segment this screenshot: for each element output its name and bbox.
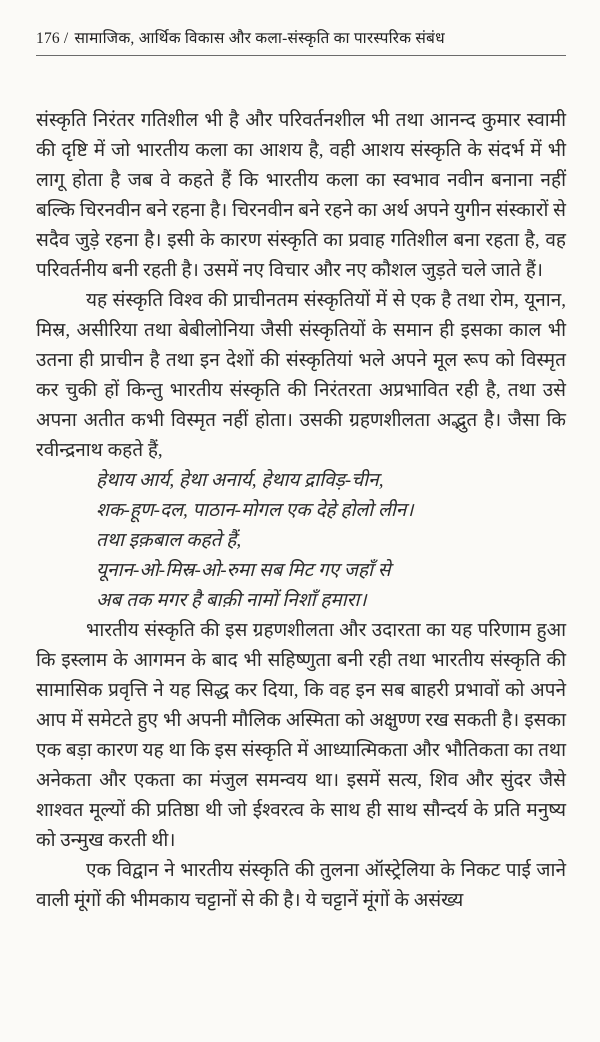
verse-line: हेथाय आर्य, हेथा अनार्य, हेथाय द्राविड़-चीन, (96, 470, 384, 491)
verse-line: शक-हूण-दल, पाठान-मोगल एक देहे होलो लीन। (96, 500, 414, 521)
paragraph: एक विद्वान ने भारतीय संस्कृति की तुलना ऑस्ट्रेलिया के निकट पाई जाने वाली मूंगों की भीमकाय चट्टानों से की है। ये चट्टानें मूंगों के असंख्य (36, 860, 566, 911)
paragraph: यह संस्कृति विश्व की प्राचीनतम संस्कृतियों में से एक है तथा रोम, यूनान, मिस्र, असीरिया तथा बेबीलोनिया जैसी संस्कृतियों के समान ही इसका काल भी उतना ही प्राचीन है तथा इन देशों की संस्कृतियां भले अपने मूल रूप को विस्मृत कर चुकी हों किन्तु भारतीय संस्कृति की निरंतरता अप्रभावित रही है, तथा उसे अपना अतीत कभी विस्मृत नहीं होता। उसकी ग्रहणशीलता अद्भुत है। जैसा कि रवीन्द्रनाथ कहते हैं, (36, 290, 566, 461)
page-body (36, 106, 566, 916)
verse-line: अब तक मगर है बाक़ी नामों निशाँ हमारा। (96, 590, 367, 611)
verse-line: यूनान-ओ-मिस्र-ओ-रुमा सब मिट गए जहाँ से (96, 560, 391, 581)
page-header (36, 26, 566, 56)
paragraph: संस्कृति निरंतर गतिशील भी है और परिवर्तनशील भी तथा आनन्द कुमार स्वामी की दृष्टि में जो भारतीय कला का आशय है, वही आशय संस्कृति के संदर्भ में भी लागू होता है जब वे कहते हैं कि भारतीय कला का स्वभाव नवीन बनाना नहीं बल्कि चिरनवीन बने रहना है। चिरनवीन बने रहने का अर्थ अपने युगीन संस्कारों से सदैव जुड़े रहना है। इसी के कारण संस्कृति का प्रवाह गतिशील बना रहता है, वह परिवर्तनीय बनी रहती है। उसमें नए विचार और नए कौशल जुड़ते चले जाते हैं। (36, 110, 566, 281)
page-number: 176 / (36, 30, 69, 47)
running-header-title: सामाजिक, आर्थिक विकास और कला-संस्कृति का पारस्परिक संबंध (74, 30, 445, 47)
verse-block (96, 466, 566, 616)
verse-line: तथा इक़बाल कहते हैं, (96, 530, 242, 551)
paragraph: भारतीय संस्कृति की इस ग्रहणशीलता और उदारता का यह परिणाम हुआ कि इस्लाम के आगमन के बाद भी सहिष्णुता बनी रही तथा भारतीय संस्कृति की सामासिक प्रवृत्ति ने यह सिद्ध कर दिया, कि वह इन सब बाहरी प्रभावों को अपने आप में समेटते हुए भी अपनी मौलिक अस्मिता को अक्षुण्ण रख सकती है। इसका एक बड़ा कारण यह था कि इस संस्कृति में आध्यात्मिकता और भौतिकता का तथा अनेकता और एकता का मंजुल समन्वय था। इसमें सत्य, शिव और सुंदर जैसे शाश्वत मूल्यों की प्रतिष्ठा थी जो ईश्वरत्व के साथ ही साथ सौन्दर्य के प्रति मनुष्य को उन्मुख करती थी। (36, 620, 566, 851)
